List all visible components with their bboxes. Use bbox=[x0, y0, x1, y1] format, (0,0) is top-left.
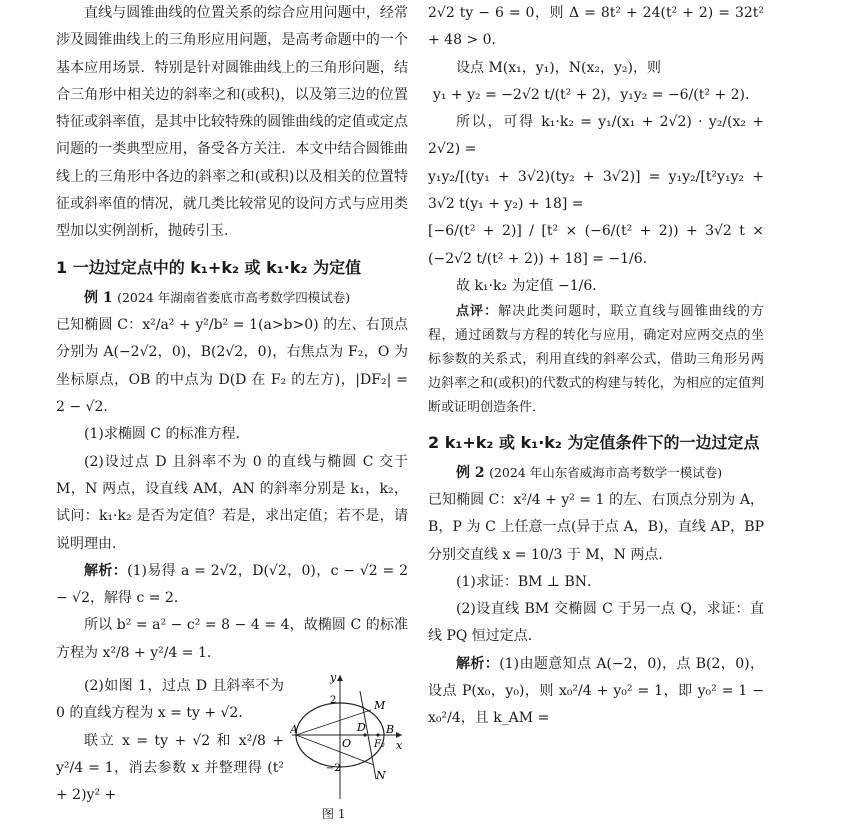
equation-expand-1: y₁y₂/[(ty₁ + 3√2)(ty₂ + 3√2)] = y₁y₂/[t²y₁y₂ + 3√2 t(y₁ + y₂) + 18] = bbox=[428, 168, 764, 213]
comment-paragraph bbox=[428, 300, 764, 420]
solution-1-part-1 bbox=[56, 558, 408, 613]
set-points: 设点 M(x₁，y₁)，N(x₂，y₂)，则 bbox=[456, 59, 661, 76]
example-2-body: 已知椭圆 C：x²/4 + y² = 1 的左、右顶点分别为 A，B，P 为 C 上任意一点(异于点 A，B)，直线 AP，BP 分别交直线 x = 10/3 于 M，N 两点． bbox=[428, 491, 764, 563]
label-a: A bbox=[290, 723, 298, 737]
section-heading-1: 1 一边过定点中的 k₁+k₂ 或 k₁·k₂ 为定值 bbox=[56, 257, 362, 277]
label-o: O bbox=[342, 737, 352, 751]
example-1-body: 已知椭圆 C：x²/a² + y²/b² = 1(a>b>0) 的左、右顶点分别为 A(−2√2，0)，B(2√2，0)，右焦点为 F₂，O 为坐标原点，OB 的中点为 D(D 在 F₂ 的左方)，|DF₂| = 2 − √2． bbox=[56, 317, 408, 416]
example-1-question-2: (2)设过点 D 且斜率不为 0 的直线与椭圆 C 交于 M，N 两点，设直线 AM，AN 的斜率分别是 k₁，k₂，试问：k₁·k₂ 是否为定值？若是，求出定值；若不是，请说明理由． bbox=[56, 453, 408, 552]
example-1-header bbox=[56, 285, 408, 312]
example-2-question-1: (1)求证：BM ⊥ BN． bbox=[456, 573, 602, 590]
example-2-question-2: (2)设直线 BM 交椭圆 C 于另一点 Q，求证：直线 PQ 恒过定点． bbox=[428, 601, 764, 645]
comment-label: 点评： bbox=[456, 304, 499, 320]
example-2-label: 例 2 bbox=[456, 464, 485, 481]
figure-1-block bbox=[56, 673, 408, 823]
conclusion-fixed-value: 故 k₁·k₂ 为定值 −1/6． bbox=[456, 277, 607, 294]
solution-2-paragraph bbox=[428, 651, 764, 733]
intro-paragraph: 直线与圆锥曲线的位置关系的综合应用问题中，经常涉及圆锥曲线上的三角形应用问题，是高考命题中的一个基本应用场景．特别是针对圆锥曲线上的三角形问题，结合三角形中相关边的斜率之和(或积)，以及第三边的位置特征或斜率值，是其中比较特殊的圆锥曲线的定值或定点问题的一类典型应用，备受各方关注．本文中结合圆锥曲线上的三角形中各边的斜率之和(或积)以及相关的位置特征或斜率值的情况，就几类比较常见的设问方式与应用类型加以实例剖析，抛砖引玉． bbox=[56, 5, 408, 240]
solution-2-part-2: 联立 x = ty + √2 和 x²/8 + y²/4 = 1，消去参数 x 并整理得 (t² + 2)y² + bbox=[56, 732, 284, 804]
solution-1-text: (1)易得 a = 2√2，D(√2，0)，c − √2 = 2 − √2，解得 c = 2． bbox=[56, 562, 409, 607]
solution-2-part-1: (2)如图 1，过点 D 且斜率不为 0 的直线方程为 x = ty + √2． bbox=[56, 678, 284, 722]
solution-2-text: (1)由题意知点 A(−2，0)，点 B(2，0)，设点 P(x₀，y₀)，则 x₀²/4 + y₀² = 1，即 y₀² = 1 − x₀²/4，且 k_AM = bbox=[428, 655, 765, 727]
example-2-source: (2024 年山东省威海市高考数学一模试卷) bbox=[489, 464, 723, 480]
example-1-label: 例 1 bbox=[84, 289, 113, 306]
x-axis-arrow bbox=[396, 732, 402, 738]
label-f2: F₂ bbox=[374, 739, 385, 751]
label-x: x bbox=[396, 739, 403, 753]
equation-discriminant: 2√2 ty − 6 = 0，则 Δ = 8t² + 24(t² + 2) = 32t² + 48 > 0． bbox=[428, 5, 764, 49]
figure-side-text bbox=[56, 673, 284, 809]
example-1-question-1: (1)求椭圆 C 的标准方程． bbox=[84, 426, 250, 443]
solution-2-label: 解析： bbox=[456, 655, 500, 672]
figure-1-caption: 图 1 bbox=[322, 807, 346, 822]
example-1-source: (2024 年湖南省娄底市高考数学四模试卷) bbox=[117, 289, 351, 305]
equation-expand-2: [−6/(t² + 2)] / [t² × (−6/(t² + 2)) + 3√2 t × (−2√2 t/(t² + 2)) + 18] = −1/6． bbox=[428, 223, 764, 267]
section-heading-2: 2 k₁+k₂ 或 k₁·k₂ 为定值条件下的一边过定点 bbox=[428, 432, 760, 452]
equation-slope-product: 所以，可得 k₁·k₂ = y₁/(x₁ + 2√2) · y₂/(x₂ + 2√2) = bbox=[428, 114, 764, 158]
segment-an bbox=[296, 735, 374, 765]
example-2-header bbox=[428, 460, 764, 487]
figure-1-ellipse-diagram bbox=[290, 667, 406, 803]
left-column bbox=[56, 0, 408, 823]
right-column bbox=[428, 0, 764, 733]
equation-vieta: y₁ + y₂ = −2√2 t/(t² + 2)，y₁y₂ = −6/(t² + 2)． bbox=[433, 86, 759, 103]
label-m: M bbox=[374, 699, 386, 713]
label-n: N bbox=[376, 769, 386, 783]
solution-1-part-2: 所以 b² = a² − c² = 8 − 4 = 4，故椭圆 C 的标准方程为 x²/8 + y²/4 = 1． bbox=[56, 617, 408, 661]
label-y: y bbox=[330, 671, 337, 685]
y-axis-arrow bbox=[337, 675, 343, 681]
label-b: B bbox=[386, 723, 395, 737]
solution-label: 解析： bbox=[84, 562, 128, 579]
label-2: 2 bbox=[330, 695, 337, 707]
label-neg2: −2 bbox=[326, 763, 341, 775]
label-d: D bbox=[357, 721, 366, 735]
comment-text: 解决此类问题时，联立直线与圆锥曲线的方程，通过函数与方程的转化与应用，确定对应两交点的坐标参数的关系式，利用直线的斜率公式，借助三角形另两边斜率之和(或积)的代数式的构建与转化，为相应的定值判断或证明创造条件． bbox=[428, 304, 764, 416]
point-f2 bbox=[376, 733, 379, 736]
